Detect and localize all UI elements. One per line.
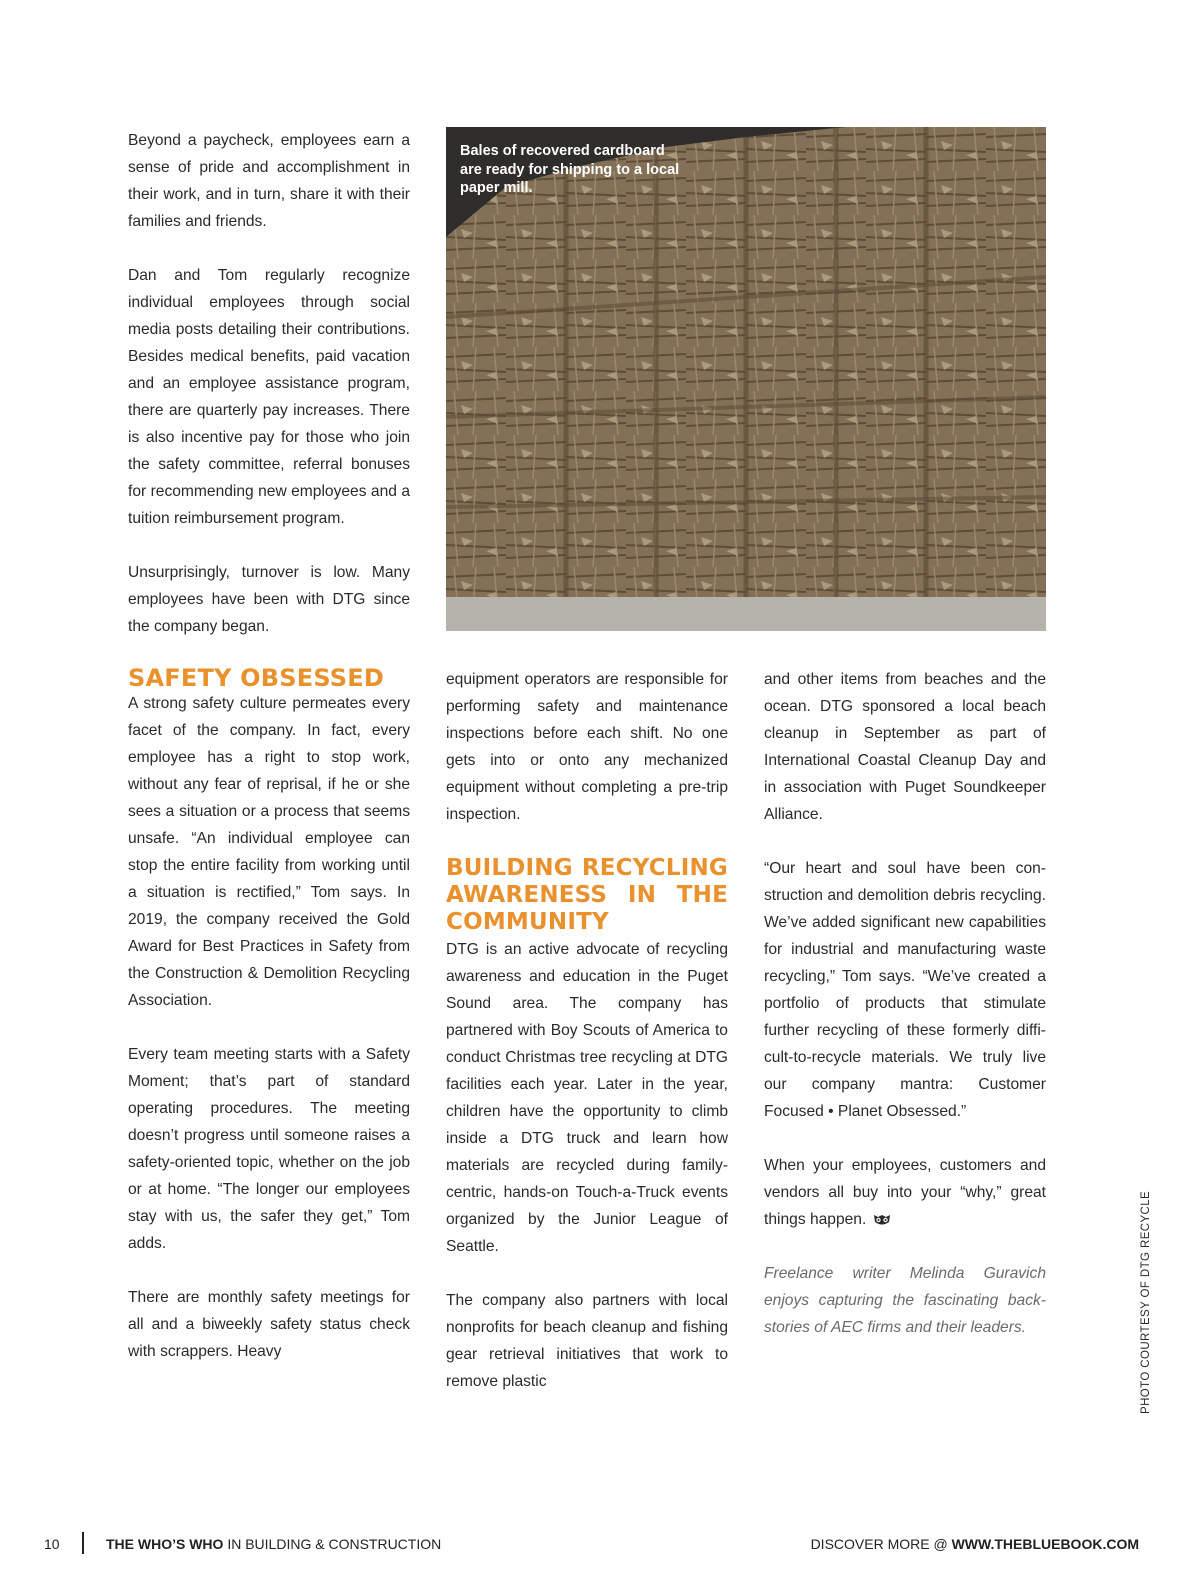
author-byline: Freelance writer Melinda Guravich enjoys capturing the fascinating backstories of AEC firms and their leaders. (764, 1265, 1046, 1336)
photo-illustration (446, 127, 1046, 631)
photo-caption: Bales of recovered cardboard are ready for shipping to a local paper mill. (460, 143, 680, 196)
owl-end-mark-icon (873, 1214, 891, 1226)
paragraph: Every team meeting starts with a Safety Moment; that’s part of standard operating procedures. The meeting doesn’t progress until someone raises a safety-oriented topic, whether on the job or at home. “The longer our employees stay with us, the safer they get,” Tom adds. (128, 1046, 410, 1252)
publication-name-bold: THE WHO’S WHO (106, 1536, 224, 1552)
paragraph: Dan and Tom regularly recognize individual employees through social media posts detailing their contributions. Besides medical benefits, paid vacation and an employee assistance program, there are quarterly pay increases. There is also incentive pay for those who join the safety committee, referral bonuses for recommending new employees and a tuition reimbursement program. (128, 267, 410, 527)
paragraph: Unsurprisingly, turnover is low. Many employees have been with DTG since the company began. (128, 564, 410, 635)
closing-paragraph: When your employees, customers and vendors all buy into your “why,” great things happen. (764, 1157, 1046, 1228)
page-number: 10 (44, 1536, 60, 1552)
website-link[interactable]: WWW.THEBLUEBOOK.COM (951, 1536, 1139, 1552)
paragraph: and other items from beaches and the ocean. DTG sponsored a local beach cleanup in September as part of International Coastal Cleanup Day and in association with Puget Soundkeeper Alliance. (764, 671, 1046, 823)
paragraph: There are monthly safety meetings for all and a biweekly safety status check with scrappers. Heavy (128, 1289, 410, 1360)
section-heading-community: BUILDING RECYCLING AWARENESS IN THE COMMUNITY (446, 855, 728, 935)
section-heading-safety: SAFETY OBSESSED (128, 664, 384, 692)
discover-more (811, 1536, 1139, 1552)
paragraph: equipment operators are responsible for performing safety and maintenance inspections before each shift. No one gets into or onto any mechanized equipment without completing a pre-trip inspection. (446, 671, 728, 823)
paragraph: “Our heart and soul have been construction and demolition debris recycling. We’ve added significant new capabilities for industrial and manufacturing waste recycling,” Tom says. “We’ve created a portfolio of products that stimulate further recycling of these formerly difficult-to-recycle materials. We truly live our company mantra: Customer Focused • Planet Obsessed.” (764, 860, 1046, 1120)
article-column-3 (764, 666, 1046, 1341)
paragraph: A strong safety culture permeates every facet of the company. In fact, every employee has a right to stop work, without any fear of reprisal, if he or she sees a situation or a process that seems unsafe. “An individual employee can stop the entire facility from working until a situation is rectified,” Tom says. In 2019, the company received the Gold Award for Best Practices in Safety from the Construction & Demolition Recycling Association. (128, 695, 410, 1009)
article-column-2 (446, 666, 728, 1395)
photo-credit: PHOTO COURTESY OF DTG RECYCLE (1140, 1190, 1152, 1414)
publication-name (106, 1536, 441, 1552)
footer-divider (82, 1532, 84, 1554)
cardboard-bales-photo (446, 127, 1046, 631)
publication-name-rest: IN BUILDING & CONSTRUCTION (223, 1536, 442, 1552)
page-footer (0, 1532, 1200, 1556)
paragraph: Beyond a paycheck, employees earn a sense of pride and accomplishment in their work, and in turn, share it with their families and friends. (128, 132, 410, 230)
paragraph-with-end-mark (764, 1152, 1046, 1233)
paragraph: The company also partners with local nonprofits for beach cleanup and fishing gear retrieval initiatives that work to remove plastic (446, 1292, 728, 1390)
article-column-1 (128, 127, 410, 1365)
paragraph: DTG is an active advocate of recycling awareness and education in the Puget Sound area. The company has partnered with Boy Scouts of America to conduct Christmas tree recycling at DTG facilities each year. Later in the year, children have the opportunity to climb inside a DTG truck and learn how materials are recycled during family-centric, hands-on Touch-a-Truck events organized by the Junior League of Seattle. (446, 941, 728, 1255)
discover-label: DISCOVER MORE @ (810, 1536, 952, 1552)
